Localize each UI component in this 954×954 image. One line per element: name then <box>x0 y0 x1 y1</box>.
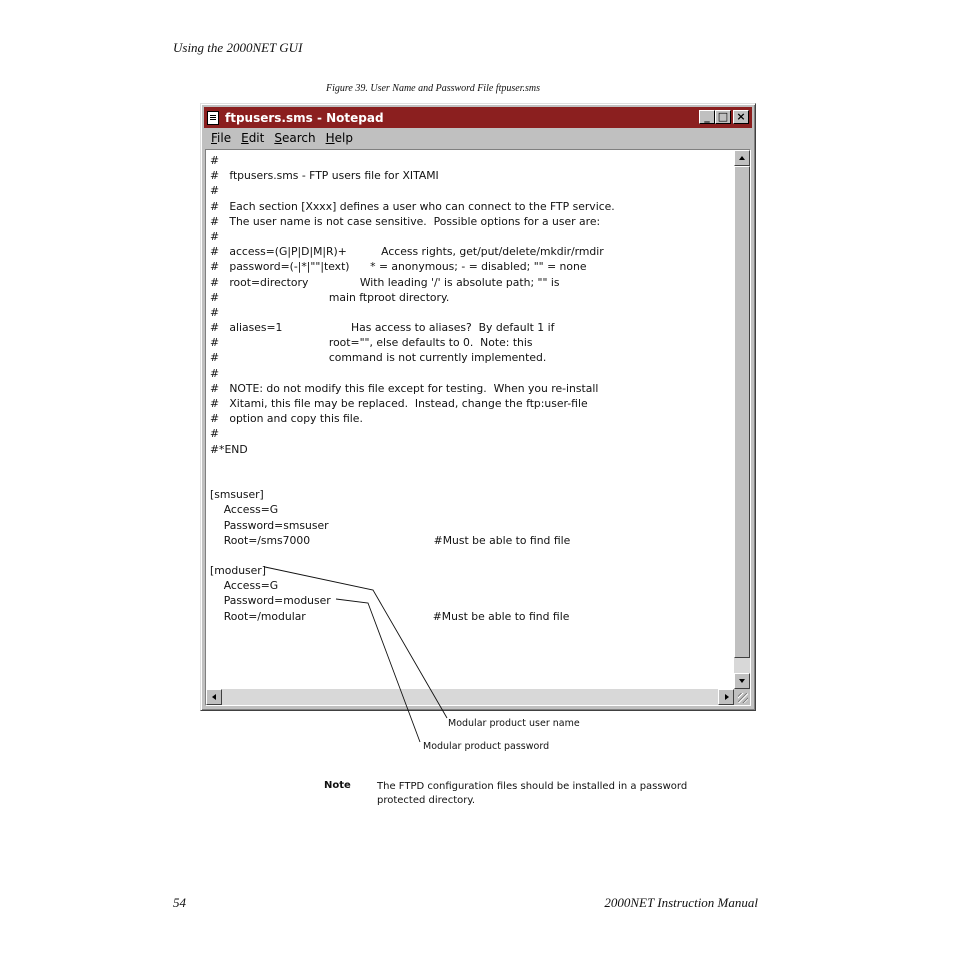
window-title: ftpusers.sms - Notepad <box>225 110 384 125</box>
text-line: #*END <box>210 442 248 456</box>
size-grip-icon[interactable] <box>734 689 750 705</box>
vertical-scrollbar[interactable] <box>734 150 750 689</box>
scroll-thumb[interactable] <box>734 166 750 658</box>
text-line: Root=/modular #Must be able to find file <box>210 609 570 623</box>
text-line: # main ftproot directory. <box>210 290 450 304</box>
close-button[interactable]: × <box>733 110 749 124</box>
title-bar[interactable] <box>204 107 752 128</box>
text-line: # <box>210 229 220 243</box>
menu-edit-label: dit <box>248 131 265 145</box>
text-line <box>210 548 735 563</box>
text-line <box>210 472 735 487</box>
file-content[interactable] <box>210 153 735 624</box>
notepad-window <box>200 103 756 711</box>
text-line: # NOTE: do not modify this file except for testing. When you re-install <box>210 381 599 395</box>
menu-help-accelerator: H <box>325 131 335 145</box>
window-controls <box>699 110 749 124</box>
text-line: Access=G <box>210 503 279 517</box>
notepad-icon[interactable] <box>207 111 219 125</box>
callout-password: Modular product password <box>423 741 550 752</box>
text-line: # Xitami, this file may be replaced. Instead, change the ftp:user-file <box>210 397 588 410</box>
text-line: # <box>210 305 220 319</box>
horizontal-scrollbar[interactable] <box>206 689 734 705</box>
text-editor[interactable] <box>205 149 751 706</box>
text-line: # <box>210 427 220 441</box>
menu-file[interactable] <box>211 131 231 145</box>
note-label: Note <box>324 780 351 791</box>
manual-title: 2000NET Instruction Manual <box>604 895 758 910</box>
text-line: # root=directory With leading '/' is absolute path; "" is <box>210 275 560 289</box>
arrow-up-icon <box>739 156 745 160</box>
text-line: # option and copy this file. <box>210 412 363 426</box>
menu-file-label: ile <box>217 131 232 145</box>
scroll-up-button[interactable] <box>734 150 750 166</box>
text-line: Root=/sms7000 #Must be able to find file <box>210 533 571 547</box>
text-line: # <box>210 366 220 380</box>
menu-search-accelerator: S <box>274 131 282 145</box>
note-text: The FTPD configuration files should be installed in a password protected directory. <box>377 781 688 806</box>
arrow-left-icon <box>212 694 216 700</box>
text-line: # ftpusers.sms - FTP users file for XITAMI <box>210 169 439 183</box>
menu-edit-accelerator: E <box>241 131 249 145</box>
text-line <box>210 457 735 472</box>
text-line: # The user name is not case sensitive. Possible options for a user are: <box>210 214 601 228</box>
scroll-right-button[interactable] <box>718 689 734 705</box>
text-line: Password=smsuser <box>210 518 329 532</box>
text-line: Password=moduser <box>210 594 331 608</box>
minimize-button[interactable]: _ <box>699 110 715 124</box>
text-line: [moduser] <box>210 564 266 578</box>
running-header: Using the 2000NET GUI <box>173 40 303 55</box>
scroll-down-button[interactable] <box>734 673 750 689</box>
text-line: # command is not currently implemented. <box>210 351 547 365</box>
text-line: # password=(-|*|""|text) * = anonymous; - = disabled; "" = none <box>210 260 587 274</box>
text-line: # root="", else defaults to 0. Note: this <box>210 336 533 350</box>
text-line: # <box>210 184 220 198</box>
figure-caption: Figure 39. User Name and Password File ftpuser.sms <box>326 83 540 94</box>
maximize-button[interactable]: □ <box>715 110 731 124</box>
callout-user-name: Modular product user name <box>448 718 580 729</box>
menu-file-accelerator: F <box>211 131 218 145</box>
text-line: # Each section [Xxxx] defines a user who can connect to the FTP service. <box>210 199 615 213</box>
menu-bar <box>204 128 752 148</box>
text-line: # <box>210 154 220 167</box>
menu-search-label: earch <box>281 131 316 145</box>
arrow-down-icon <box>739 679 745 683</box>
arrow-right-icon <box>725 694 729 700</box>
menu-help[interactable] <box>326 131 353 145</box>
text-line: Access=G <box>210 579 279 593</box>
text-line: # access=(G|P|D|M|R)+ Access rights, get/put/delete/mkdir/rmdir <box>210 245 604 259</box>
page-number: 54 <box>173 895 186 910</box>
text-line: [smsuser] <box>210 488 264 502</box>
menu-edit[interactable] <box>241 131 264 145</box>
menu-search[interactable] <box>274 131 315 145</box>
menu-help-label: elp <box>334 131 353 145</box>
scroll-left-button[interactable] <box>206 689 222 705</box>
text-line: # aliases=1 Has access to aliases? By default 1 if <box>210 321 555 335</box>
